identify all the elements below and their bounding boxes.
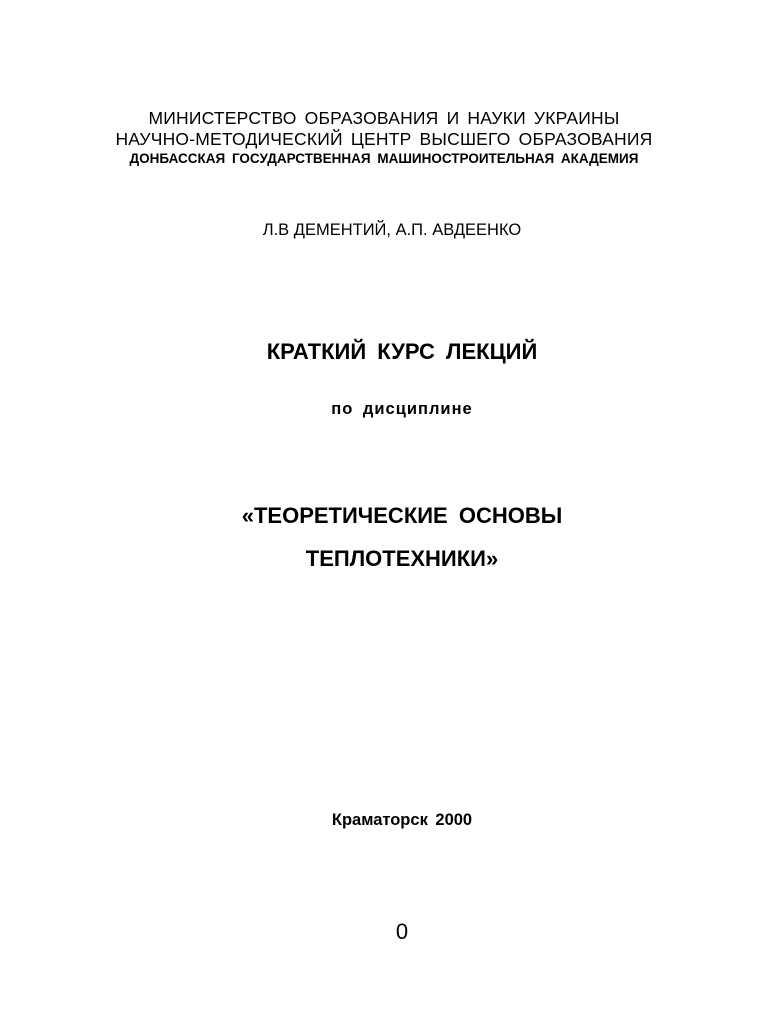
course-title: КРАТКИЙ КУРС ЛЕКЦИЙ <box>266 339 538 364</box>
authors: Л.В ДЕМЕНТИЙ, А.П. АВДЕЕНКО <box>262 221 522 239</box>
place-and-year: Краматорск 2000 <box>331 811 473 829</box>
ministry-name: МИНИСТЕРСТВО ОБРАЗОВАНИЯ И НАУКИ УКРАИНЫ <box>148 108 620 128</box>
center-name: НАУЧНО-МЕТОДИЧЕСКИЙ ЦЕНТР ВЫСШЕГО ОБРАЗОВАНИЯ <box>115 129 653 149</box>
academy-name: ДОНБАССКАЯ ГОСУДАРСТВЕННАЯ МАШИНОСТРОИТЕЛЬНАЯ АКАДЕМИЯ <box>129 151 639 166</box>
subject-title-line-1: «ТЕОРЕТИЧЕСКИЕ ОСНОВЫ <box>241 503 563 528</box>
subject-title <box>18 494 768 580</box>
discipline-label: по дисциплине <box>331 400 473 418</box>
page-number: 0 <box>395 919 409 944</box>
subject-title-line-2: ТЕПЛОТЕХНИКИ» <box>305 546 499 571</box>
institution-header <box>0 108 768 168</box>
